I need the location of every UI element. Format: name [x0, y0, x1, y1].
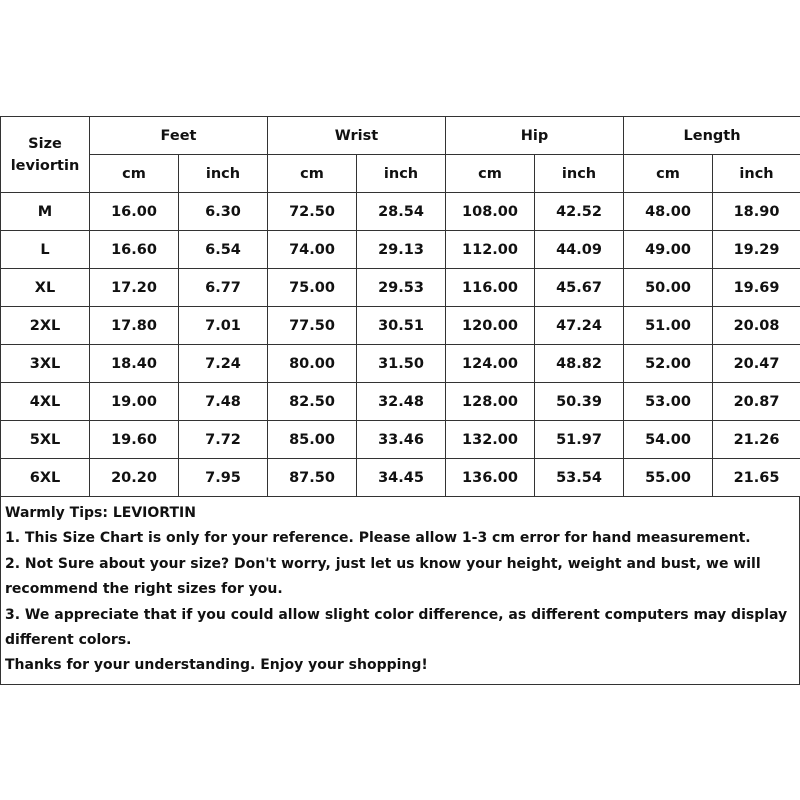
header-row-units — [1, 155, 800, 193]
size-cell: 6XL — [1, 459, 90, 497]
value-cell: 128.00 — [446, 383, 535, 421]
value-cell: 18.90 — [713, 193, 800, 231]
value-cell: 44.09 — [535, 231, 624, 269]
value-cell: 29.53 — [357, 269, 446, 307]
value-cell: 51.00 — [624, 307, 713, 345]
value-cell: 136.00 — [446, 459, 535, 497]
tips-panel — [0, 497, 800, 685]
unit-header: cm — [446, 155, 535, 193]
group-header-feet: Feet — [90, 117, 268, 155]
value-cell: 17.80 — [90, 307, 179, 345]
table-body — [1, 193, 800, 497]
size-cell: 4XL — [1, 383, 90, 421]
table-row — [1, 193, 800, 231]
size-cell: 2XL — [1, 307, 90, 345]
value-cell: 20.47 — [713, 345, 800, 383]
size-cell: L — [1, 231, 90, 269]
value-cell: 45.67 — [535, 269, 624, 307]
value-cell: 19.60 — [90, 421, 179, 459]
unit-header: inch — [357, 155, 446, 193]
value-cell: 17.20 — [90, 269, 179, 307]
value-cell: 120.00 — [446, 307, 535, 345]
unit-header: cm — [90, 155, 179, 193]
tip-line-1: 1. This Size Chart is only for your reference. Please allow 1-3 cm error for hand measurement. — [5, 530, 751, 547]
value-cell: 18.40 — [90, 345, 179, 383]
unit-header: cm — [624, 155, 713, 193]
unit-header: inch — [535, 155, 624, 193]
value-cell: 82.50 — [268, 383, 357, 421]
value-cell: 31.50 — [357, 345, 446, 383]
value-cell: 112.00 — [446, 231, 535, 269]
value-cell: 20.08 — [713, 307, 800, 345]
value-cell: 33.46 — [357, 421, 446, 459]
unit-header: inch — [713, 155, 800, 193]
value-cell: 6.54 — [179, 231, 268, 269]
brand-header: leviortin — [10, 157, 80, 174]
size-cell: M — [1, 193, 90, 231]
value-cell: 7.48 — [179, 383, 268, 421]
value-cell: 55.00 — [624, 459, 713, 497]
table-row — [1, 345, 800, 383]
value-cell: 42.52 — [535, 193, 624, 231]
value-cell: 74.00 — [268, 231, 357, 269]
value-cell: 28.54 — [357, 193, 446, 231]
size-cell: XL — [1, 269, 90, 307]
value-cell: 54.00 — [624, 421, 713, 459]
value-cell: 48.82 — [535, 345, 624, 383]
value-cell: 7.24 — [179, 345, 268, 383]
tips-thanks: Thanks for your understanding. Enjoy your shopping! — [5, 657, 428, 674]
table-row — [1, 383, 800, 421]
value-cell: 32.48 — [357, 383, 446, 421]
value-cell: 50.00 — [624, 269, 713, 307]
value-cell: 80.00 — [268, 345, 357, 383]
table-row — [1, 269, 800, 307]
value-cell: 53.00 — [624, 383, 713, 421]
size-cell: 5XL — [1, 421, 90, 459]
value-cell: 50.39 — [535, 383, 624, 421]
unit-header: inch — [179, 155, 268, 193]
value-cell: 77.50 — [268, 307, 357, 345]
value-cell: 29.13 — [357, 231, 446, 269]
group-header-wrist: Wrist — [268, 117, 446, 155]
table-row — [1, 231, 800, 269]
value-cell: 21.26 — [713, 421, 800, 459]
value-cell: 30.51 — [357, 307, 446, 345]
value-cell: 51.97 — [535, 421, 624, 459]
value-cell: 20.87 — [713, 383, 800, 421]
value-cell: 49.00 — [624, 231, 713, 269]
table-row — [1, 421, 800, 459]
value-cell: 20.20 — [90, 459, 179, 497]
size-header: Size — [28, 135, 62, 152]
table-row — [1, 459, 800, 497]
table-row — [1, 307, 800, 345]
value-cell: 19.69 — [713, 269, 800, 307]
value-cell: 34.45 — [357, 459, 446, 497]
tip-line-3: 3. We appreciate that if you could allow slight color difference, as different computers may display different colors. — [5, 606, 788, 649]
value-cell: 124.00 — [446, 345, 535, 383]
value-cell: 21.65 — [713, 459, 800, 497]
value-cell: 108.00 — [446, 193, 535, 231]
value-cell: 132.00 — [446, 421, 535, 459]
value-cell: 116.00 — [446, 269, 535, 307]
tips-title: Warmly Tips: LEVIORTIN — [5, 505, 196, 521]
value-cell: 48.00 — [624, 193, 713, 231]
size-chart — [0, 116, 800, 685]
group-header-length: Length — [624, 117, 800, 155]
value-cell: 52.00 — [624, 345, 713, 383]
value-cell: 16.00 — [90, 193, 179, 231]
value-cell: 75.00 — [268, 269, 357, 307]
value-cell: 7.72 — [179, 421, 268, 459]
value-cell: 85.00 — [268, 421, 357, 459]
value-cell: 7.01 — [179, 307, 268, 345]
value-cell: 87.50 — [268, 459, 357, 497]
value-cell: 16.60 — [90, 231, 179, 269]
header-row-groups — [1, 117, 800, 155]
value-cell: 72.50 — [268, 193, 357, 231]
value-cell: 6.30 — [179, 193, 268, 231]
value-cell: 6.77 — [179, 269, 268, 307]
tip-line-2: 2. Not Sure about your size? Don't worry, just let us know your height, weight and bust, we will recommend the right sizes for you. — [5, 555, 761, 598]
value-cell: 47.24 — [535, 307, 624, 345]
group-header-hip: Hip — [446, 117, 624, 155]
size-table — [0, 116, 800, 497]
value-cell: 7.95 — [179, 459, 268, 497]
unit-header: cm — [268, 155, 357, 193]
value-cell: 19.29 — [713, 231, 800, 269]
value-cell: 19.00 — [90, 383, 179, 421]
size-header-cell — [1, 117, 90, 193]
size-cell: 3XL — [1, 345, 90, 383]
value-cell: 53.54 — [535, 459, 624, 497]
